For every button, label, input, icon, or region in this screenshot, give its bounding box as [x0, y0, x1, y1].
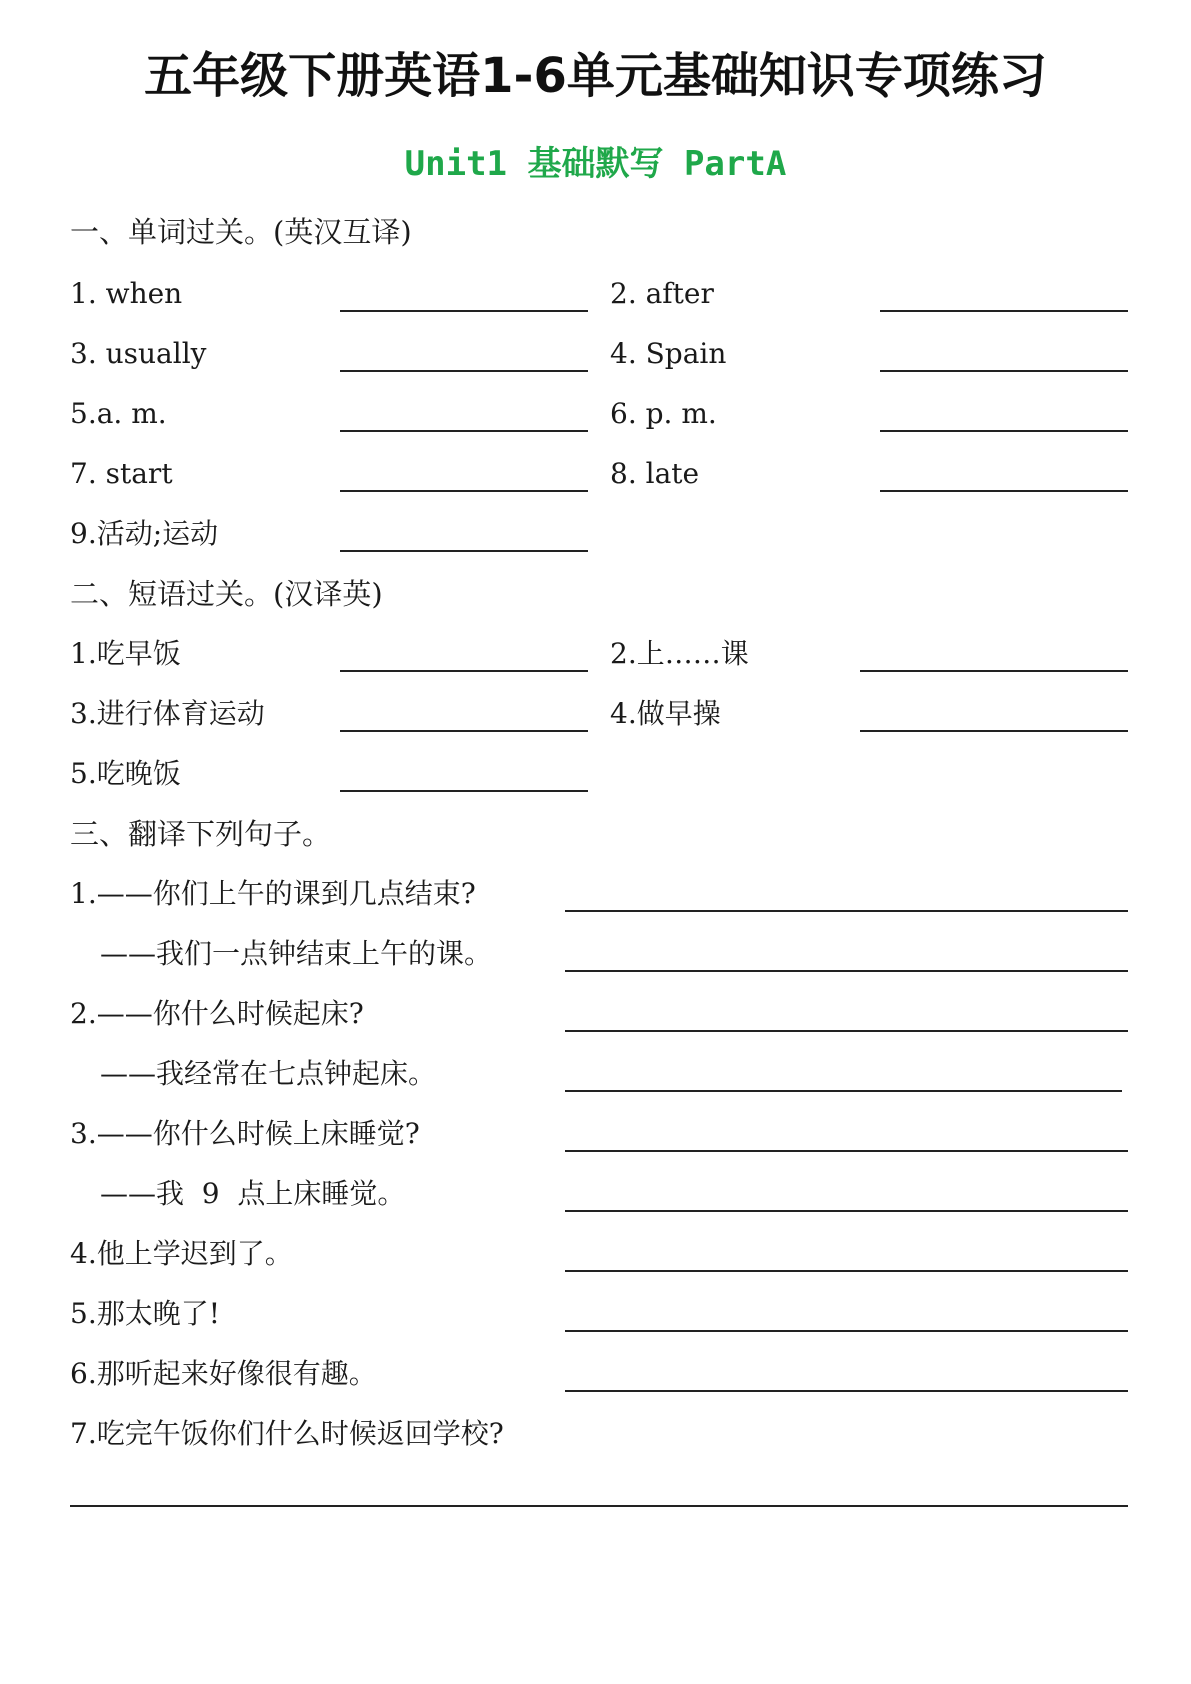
- sentence-item: 2.——你什么时候起床?: [70, 997, 364, 1030]
- answer-line[interactable]: [565, 1270, 1128, 1272]
- answer-line[interactable]: [340, 430, 588, 432]
- section1-heading: 一、单词过关。(英汉互译): [70, 215, 412, 249]
- word-item: 1. when: [70, 277, 183, 310]
- answer-line[interactable]: [565, 1210, 1128, 1212]
- phrase-item: 4.做早操: [610, 697, 721, 730]
- answer-line[interactable]: [565, 1150, 1128, 1152]
- phrase-item: 3.进行体育运动: [70, 697, 265, 730]
- sentence-item: 7.吃完午饭你们什么时候返回学校?: [70, 1417, 504, 1450]
- word-item: 5.a. m.: [70, 397, 167, 430]
- answer-line[interactable]: [340, 670, 588, 672]
- sentence-item: 4.他上学迟到了。: [70, 1237, 293, 1270]
- section3-heading: 三、翻译下列句子。: [70, 817, 332, 851]
- sentence-item: 5.那太晚了!: [70, 1297, 220, 1330]
- answer-line[interactable]: [565, 1090, 1122, 1092]
- sentence-item: 1.——你们上午的课到几点结束?: [70, 877, 476, 910]
- answer-line[interactable]: [70, 1505, 1128, 1507]
- answer-line[interactable]: [565, 1030, 1128, 1032]
- answer-line[interactable]: [860, 670, 1128, 672]
- answer-line[interactable]: [565, 1330, 1128, 1332]
- answer-line[interactable]: [880, 490, 1128, 492]
- answer-line[interactable]: [340, 490, 588, 492]
- answer-line[interactable]: [340, 550, 588, 552]
- answer-line[interactable]: [340, 310, 588, 312]
- answer-line[interactable]: [880, 370, 1128, 372]
- answer-line[interactable]: [565, 970, 1128, 972]
- word-item: 4. Spain: [610, 337, 727, 370]
- sentence-item: 3.——你什么时候上床睡觉?: [70, 1117, 420, 1150]
- answer-line[interactable]: [860, 730, 1128, 732]
- section2-heading: 二、短语过关。(汉译英): [70, 577, 383, 611]
- phrase-item: 2.上……课: [610, 637, 749, 670]
- answer-line[interactable]: [880, 430, 1128, 432]
- word-item: 2. after: [610, 277, 714, 310]
- page-title: 五年级下册英语1-6单元基础知识专项练习: [144, 48, 1047, 104]
- answer-line[interactable]: [565, 1390, 1128, 1392]
- answer-line[interactable]: [565, 910, 1128, 912]
- word-item: 8. late: [610, 457, 700, 490]
- unit-subtitle: Unit1 基础默写 PartA: [404, 144, 787, 184]
- sentence-item: ——我 9 点上床睡觉。: [100, 1177, 406, 1210]
- answer-line[interactable]: [340, 730, 588, 732]
- phrase-item: 1.吃早饭: [70, 637, 181, 670]
- word-item: 6. p. m.: [610, 397, 717, 430]
- sentence-item: ——我们一点钟结束上午的课。: [100, 937, 493, 970]
- phrase-item: 5.吃晚饭: [70, 757, 181, 790]
- sentence-item: 6.那听起来好像很有趣。: [70, 1357, 377, 1390]
- word-item: 3. usually: [70, 337, 207, 370]
- sentence-item: ——我经常在七点钟起床。: [100, 1057, 437, 1090]
- word-item: 9.活动;运动: [70, 517, 219, 550]
- word-item: 7. start: [70, 457, 173, 490]
- answer-line[interactable]: [880, 310, 1128, 312]
- answer-line[interactable]: [340, 790, 588, 792]
- answer-line[interactable]: [340, 370, 588, 372]
